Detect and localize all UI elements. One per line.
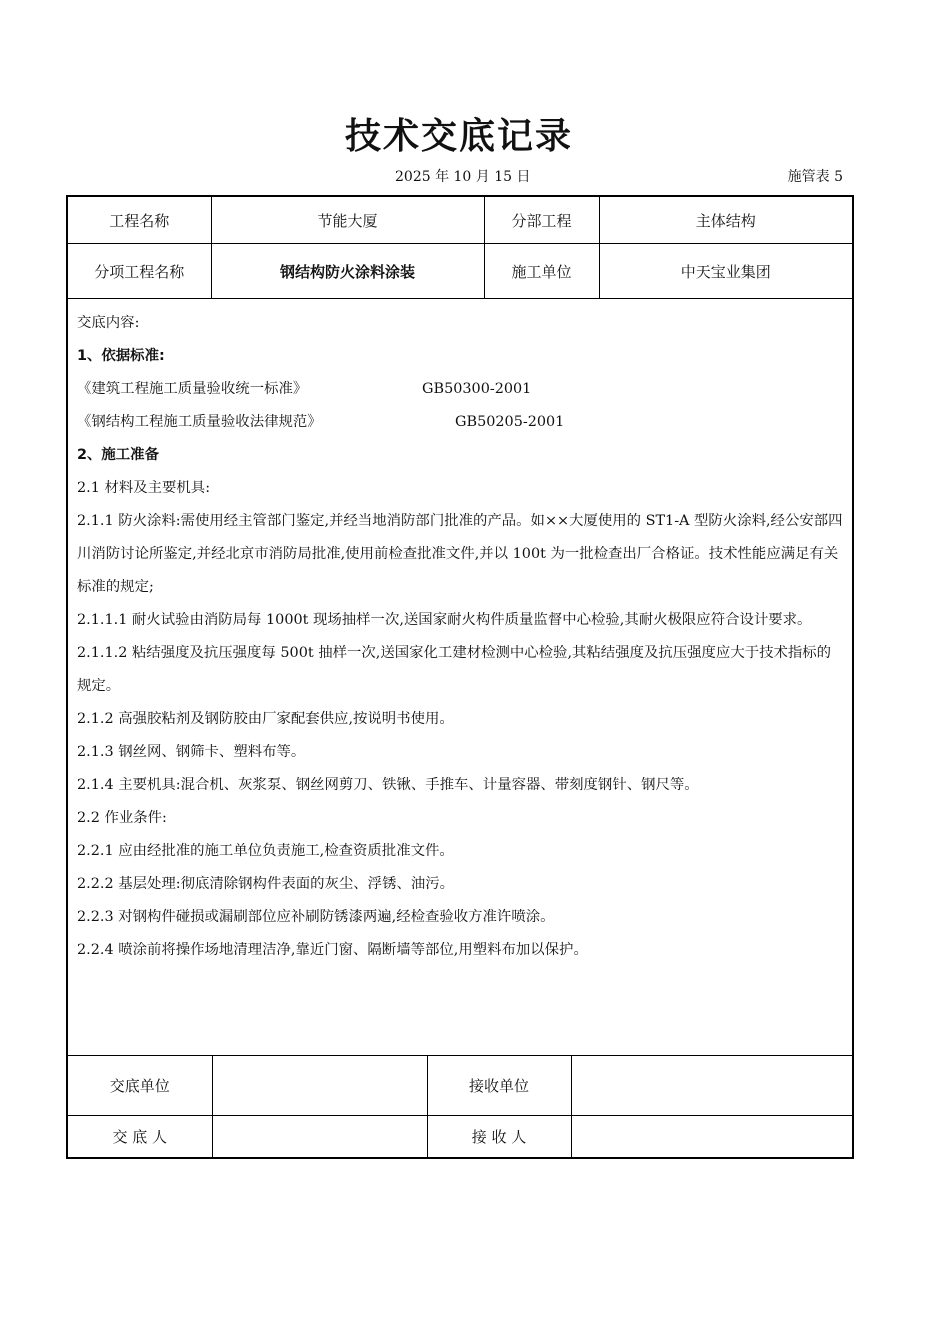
- paragraph-2-1-1-1: 2.1.1.1 耐火试验由消防局每 1000t 现场抽样一次,送国家耐火构件质量监督中心检验,其耐火极限应符合设计要求。: [77, 612, 812, 628]
- paragraph-2-1: 2.1 材料及主要机具:: [77, 480, 211, 496]
- handover-person-label: 交 底 人: [68, 1116, 212, 1158]
- receiving-unit-field[interactable]: [571, 1056, 854, 1116]
- signoff-table: [68, 1056, 854, 1157]
- signoff-units-row: [68, 1056, 854, 1116]
- construction-unit-value: 中天宝业集团: [599, 244, 853, 299]
- receiving-unit-label: 接收单位: [427, 1056, 571, 1116]
- paragraph-2-1-2: 2.1.2 高强胶粘剂及钢防胶由厂家配套供应,按说明书使用。: [77, 711, 454, 727]
- paragraph-2-1-4: 2.1.4 主要机具:混合机、灰浆泵、钢丝网剪刀、铁锹、手推车、计量容器、带刻度钢针、钢尺等。: [77, 777, 699, 793]
- section-standards-title: 1、依据标准:: [77, 348, 165, 364]
- document-title: 技术交底记录: [344, 116, 573, 157]
- handover-unit-field[interactable]: [212, 1056, 427, 1116]
- paragraph-2-1-3: 2.1.3 钢丝网、钢筛卡、塑料布等。: [77, 744, 306, 760]
- construction-unit-label: 施工单位: [484, 244, 599, 299]
- paragraph-2-2-2: 2.2.2 基层处理:彻底清除钢构件表面的灰尘、浮锈、油污。: [77, 876, 455, 892]
- handover-content: [68, 299, 852, 967]
- signoff-row: [67, 1056, 853, 1159]
- subitem-name-value: 钢结构防火涂料涂装: [211, 244, 484, 299]
- paragraph-2-2-1: 2.2.1 应由经批准的施工单位负责施工,检查资质批准文件。: [77, 843, 454, 859]
- content-intro: 交底内容:: [77, 315, 140, 331]
- handover-unit-label: 交底单位: [68, 1056, 212, 1116]
- signoff-cell: [67, 1056, 853, 1159]
- receiving-person-label: 接 收 人: [427, 1116, 571, 1158]
- project-name-label: 工程名称: [67, 196, 211, 244]
- standard-1-code: GB50300-2001: [422, 381, 532, 397]
- info-row-subitem: [67, 244, 853, 299]
- section-preparation-title: 2、施工准备: [77, 447, 159, 463]
- form-number: 施管表 5: [787, 169, 843, 185]
- info-row-project: [67, 196, 853, 244]
- standard-1-name: 《建筑工程施工质量验收统一标准》: [77, 381, 308, 397]
- paragraph-2-2-3: 2.2.3 对钢构件碰损或漏刷部位应补刷防锈漆两遍,经检查验收方准许喷涂。: [77, 909, 555, 925]
- document-date: 2025 年 10 月 15 日: [395, 169, 531, 185]
- project-name-value: 节能大厦: [211, 196, 484, 244]
- standard-2-name: 《钢结构工程施工质量验收法律规范》: [77, 414, 322, 430]
- paragraph-2-2-4: 2.2.4 喷涂前将操作场地清理洁净,靠近门窗、隔断墙等部位,用塑料布加以保护。: [77, 942, 588, 958]
- handover-content-cell: [67, 299, 853, 1056]
- standard-2-code: GB50205-2001: [455, 414, 565, 430]
- signoff-persons-row: [68, 1116, 854, 1158]
- subitem-name-label: 分项工程名称: [67, 244, 211, 299]
- paragraph-2-2: 2.2 作业条件:: [77, 810, 167, 826]
- paragraph-2-1-1-2: 2.1.1.2 粘结强度及抗压强度每 500t 抽样一次,送国家化工建材检测中心检验,其粘结强度及抗压强度应大于技术指标的规定。: [77, 645, 832, 694]
- content-row: [67, 299, 853, 1056]
- handover-person-field[interactable]: [212, 1116, 427, 1158]
- receiving-person-field[interactable]: [571, 1116, 854, 1158]
- standard-item-1: [77, 373, 844, 406]
- paragraph-2-1-1: 2.1.1 防火涂料:需使用经主管部门鉴定,并经当地消防部门批准的产品。如××大厦使用的 ST1-A 型防火涂料,经公安部四川消防讨论所鉴定,并经北京市消防局批准,使用前检查批准文件,并以 100t 为一批检查出厂合格证。技术性能应满足有关标准的规定;: [77, 513, 843, 595]
- standard-item-2: [77, 406, 844, 439]
- division-value: 主体结构: [599, 196, 853, 244]
- record-table: [66, 195, 854, 1159]
- division-label: 分部工程: [484, 196, 599, 244]
